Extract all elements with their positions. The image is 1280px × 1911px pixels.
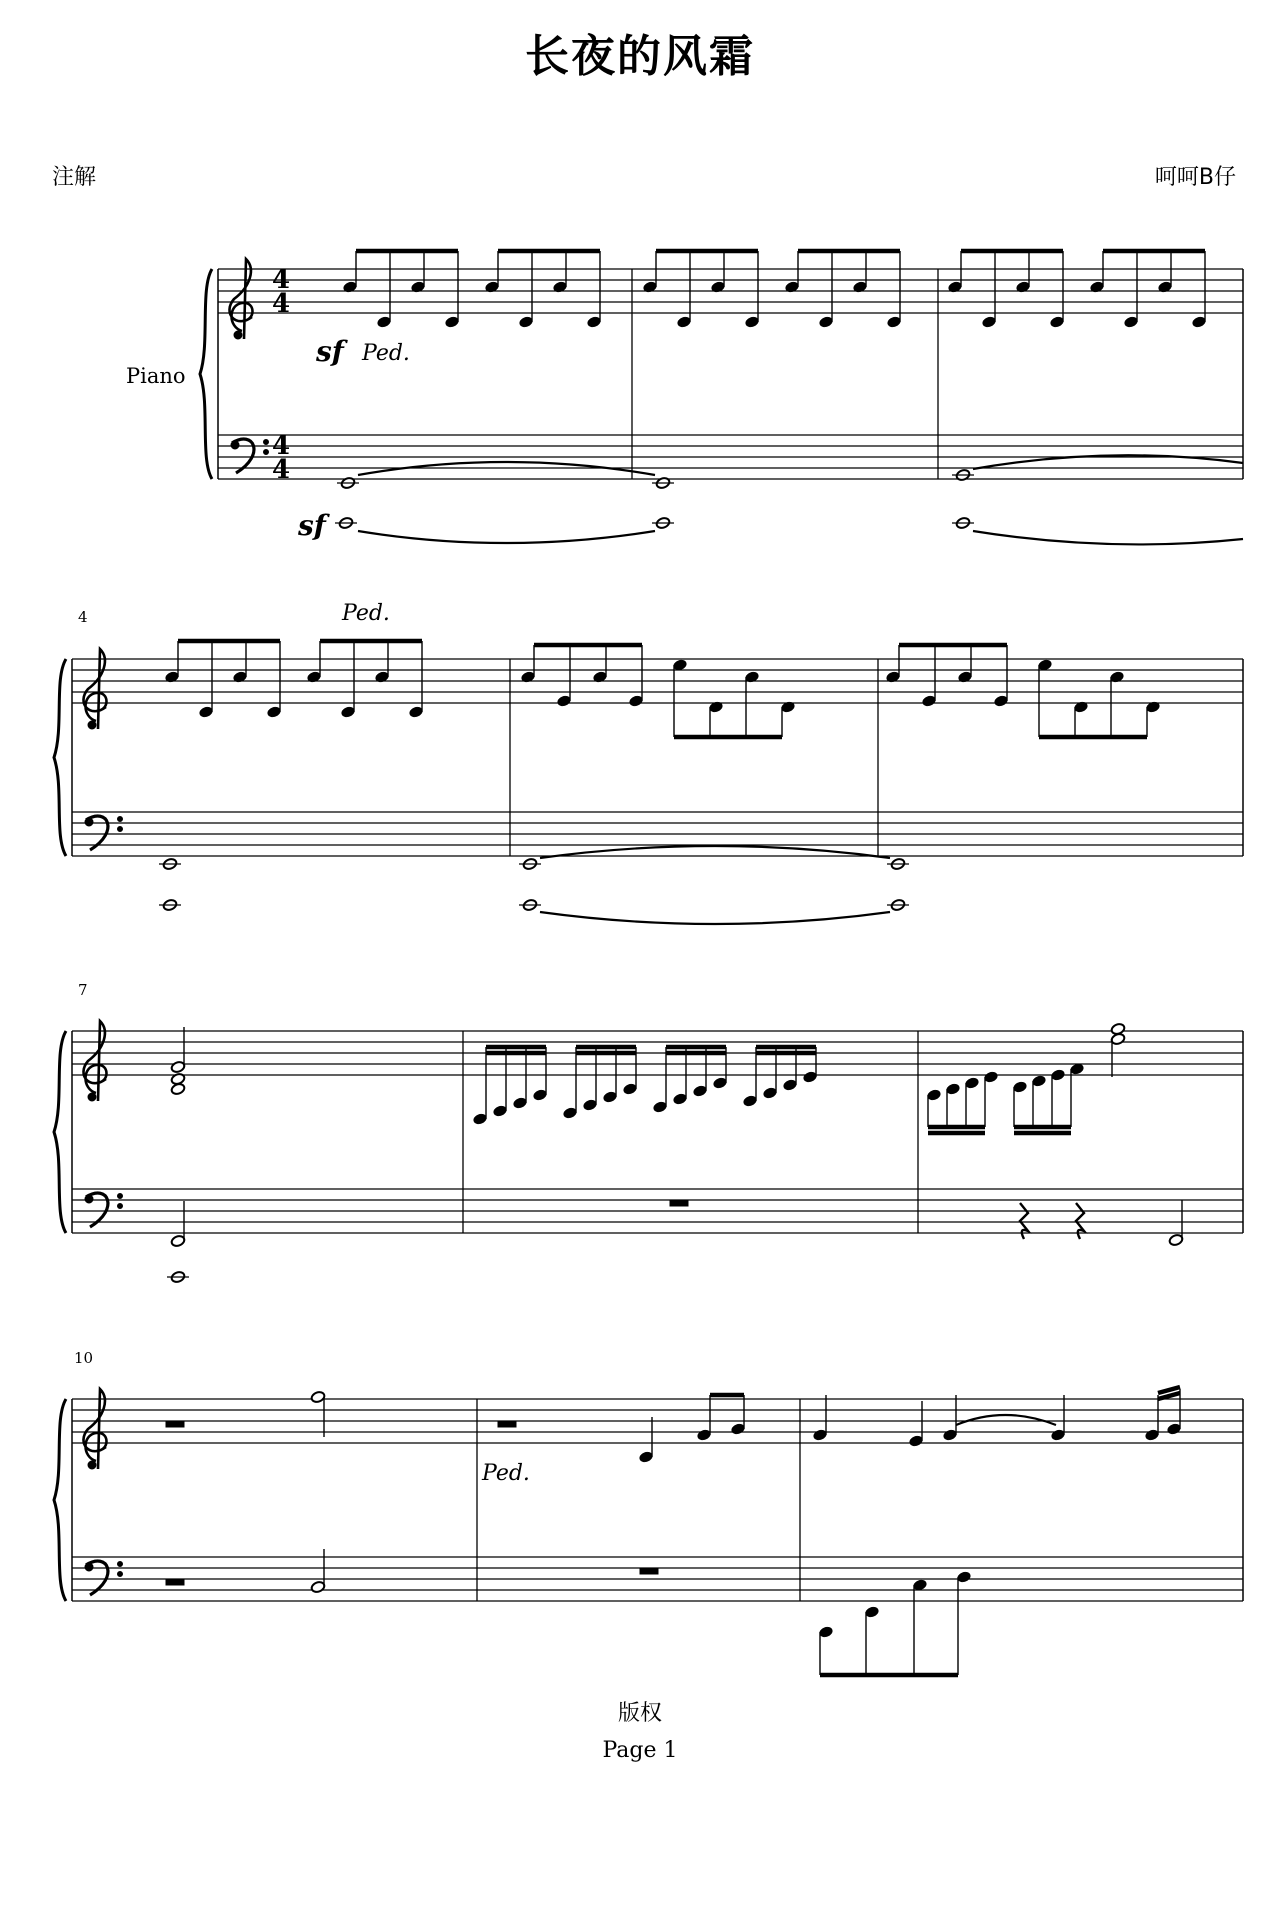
bass-clef-head [231, 441, 239, 449]
tie [358, 531, 655, 543]
half-rest [498, 1421, 516, 1427]
whole-rest [640, 1568, 658, 1574]
brace [54, 1031, 66, 1233]
treble-clef-dot [88, 721, 96, 729]
brace [54, 659, 66, 856]
treble-clef-dot [88, 1093, 96, 1101]
bass-clef-dot [118, 1204, 123, 1209]
pedal-mark-2: Ped. [342, 601, 390, 626]
bass-clef-head [85, 1195, 93, 1203]
bass-clef-dot [118, 1572, 123, 1577]
tie [956, 1415, 1056, 1425]
tie [540, 912, 890, 924]
score-labels [74, 265, 530, 1486]
bass-clef-dot [264, 450, 269, 455]
arranger-name: 呵呵B仔 [1154, 165, 1236, 190]
dynamic-sf-bass: sf [298, 509, 326, 542]
treble-clef-dot [234, 331, 242, 339]
half-note [170, 1082, 185, 1095]
treble-clef-icon [83, 649, 106, 729]
tie [973, 531, 1243, 544]
treble-clef-dot [88, 1461, 96, 1469]
brace [54, 1399, 66, 1601]
dynamic-sf-treble: sf [316, 335, 344, 368]
measure-number-4: 4 [78, 608, 88, 626]
page-number: Page 1 [602, 1738, 678, 1763]
half-rest [166, 1421, 184, 1427]
instrument-label: Piano [126, 364, 186, 388]
measure-number-10: 10 [74, 1349, 94, 1367]
pedal-mark-1: Ped. [362, 341, 410, 366]
time-sig-top-treble: 4 [272, 265, 291, 295]
bass-clef-dot [118, 827, 123, 832]
time-sig-bottom-treble: 4 [272, 289, 291, 319]
measure-number-7: 7 [78, 981, 88, 999]
time-sig-top-bass: 4 [272, 431, 291, 461]
bass-clef-dot [118, 1562, 123, 1567]
treble-clef-icon [83, 1021, 106, 1101]
bass-clef-head [85, 1563, 93, 1571]
treble-clef-icon [229, 259, 252, 339]
bass-clef-head [85, 818, 93, 826]
half-note [1110, 1022, 1125, 1035]
time-sig-bottom-bass: 4 [272, 455, 291, 485]
bass-clef-dot [118, 817, 123, 822]
bass-clef-dot [264, 440, 269, 445]
bass-clef-dot [118, 1194, 123, 1199]
staff-lines [72, 269, 1243, 1601]
half-rest [166, 1579, 184, 1585]
notation [54, 251, 1243, 1675]
copyright-label: 版权 [617, 1701, 662, 1726]
pedal-mark-3: Ped. [482, 1461, 530, 1486]
score-title: 长夜的风霜 [525, 31, 755, 82]
whole-rest [670, 1200, 688, 1206]
brace [200, 269, 212, 479]
treble-clef-icon [83, 1389, 106, 1469]
notes-label: 注解 [52, 165, 97, 190]
